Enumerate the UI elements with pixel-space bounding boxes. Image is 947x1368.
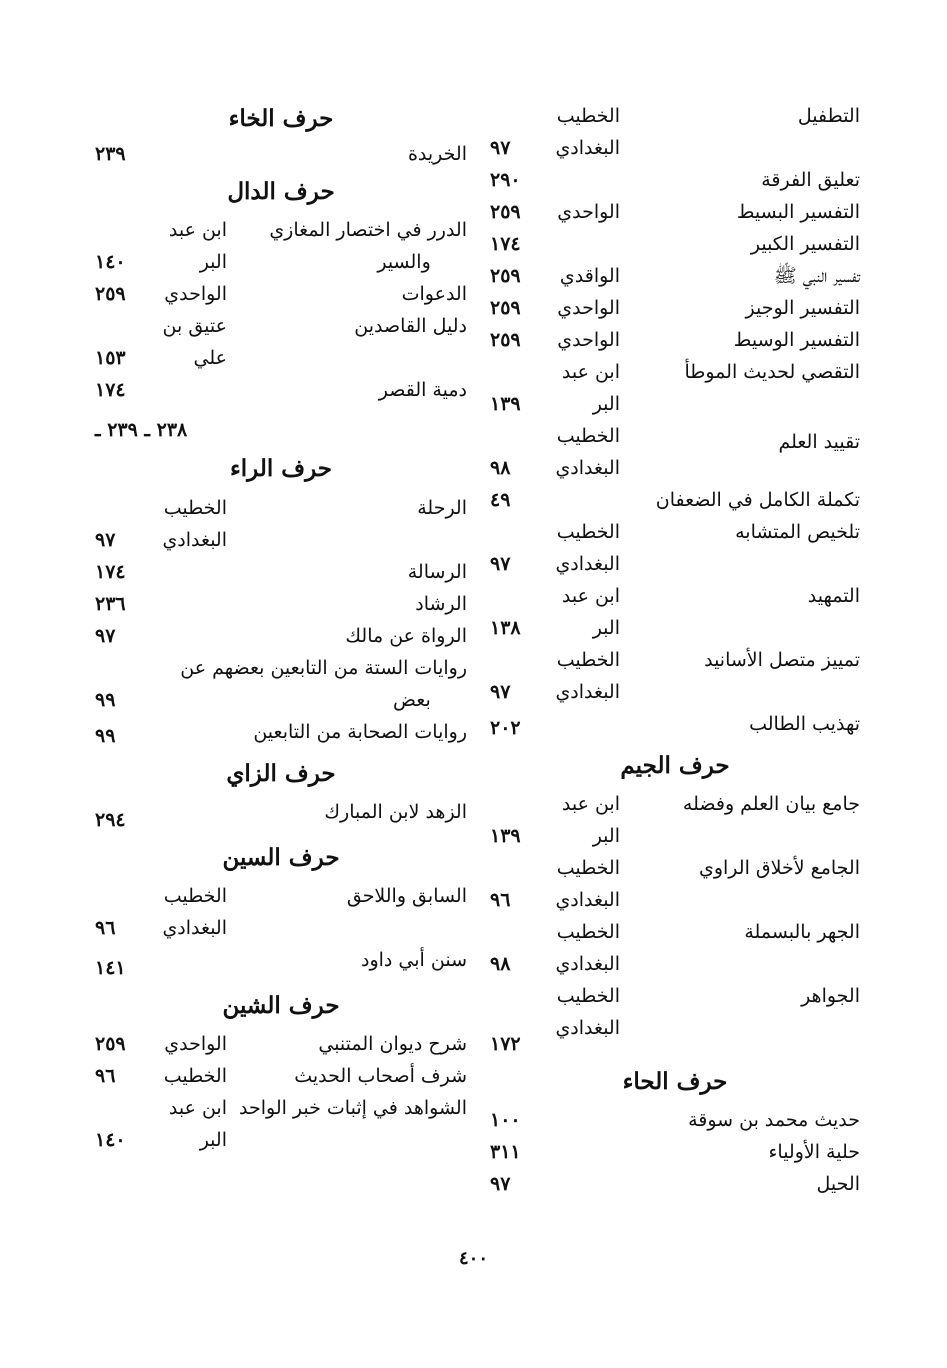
entry-title: حلية الأولياء [768, 1141, 860, 1163]
letter-heading: حرف الحاء [622, 1068, 728, 1095]
index-entry [490, 228, 860, 260]
index-entry [490, 1168, 860, 1200]
entry-title: تقييد العلم [778, 431, 860, 453]
entry-author: الخطيب البغدادي [555, 521, 620, 575]
entry-author: الخطيب البغدادي [555, 921, 620, 975]
entry-author: الخطيب البغدادي [555, 649, 620, 703]
index-entry [95, 716, 467, 752]
right-column [490, 100, 860, 1200]
entry-title: روايات الستة من التابعين بعضهم عن بعض [180, 657, 467, 711]
entry-author: الواقدي [559, 265, 620, 287]
entry-author: الخطيب البغدادي [555, 105, 620, 159]
entry-page-number: ٢٥٩ [95, 1033, 126, 1055]
index-entry [95, 1060, 467, 1092]
entry-title: جامع بيان العلم وفضله [682, 793, 860, 815]
entry-author: ابن عبد البر [561, 361, 620, 415]
entry-author: الواحدي [557, 201, 620, 223]
entry-title: تهذيب الطالب [749, 713, 860, 735]
letter-heading: حرف الدال [227, 178, 335, 205]
index-entry [490, 916, 860, 980]
entry-title: الرسالة [407, 561, 467, 583]
entry-page-number: ١٣٨ [490, 617, 521, 639]
index-entry [95, 1028, 467, 1060]
entry-page-number: ٩٦ [490, 889, 511, 911]
entry-page-number: ٩٩ [95, 725, 116, 747]
entry-title: تعليق الفرقة [761, 169, 860, 191]
index-entry [95, 620, 467, 652]
index-entry [490, 1104, 860, 1136]
letter-heading: حرف الجيم [620, 752, 730, 779]
index-entry [490, 852, 860, 916]
index-entry [95, 374, 467, 406]
entry-author: ابن عبد البر [561, 793, 620, 847]
entry-page-number: ٢٥٩ [490, 201, 521, 223]
index-entry [490, 516, 860, 580]
entry-page-number: ٩٧ [490, 137, 511, 159]
entry-title: تفسير النبي ﷺ [773, 265, 860, 287]
entry-page-number: ٩٧ [490, 553, 511, 575]
entry-page-number: ١٤٠ [95, 251, 126, 273]
entry-page-number: ٢٠٢ [490, 717, 521, 739]
entry-page-number: ١٥٣ [95, 347, 126, 369]
entry-page-number: ٩٦ [95, 917, 116, 939]
entry-page-number: ٢٥٩ [490, 297, 521, 319]
entry-page-number: ٩٨ [490, 457, 511, 479]
index-entry [95, 1092, 467, 1156]
entry-author: الخطيب [163, 1065, 227, 1087]
entry-page-number: ٩٩ [95, 689, 116, 711]
entry-author: ابن عبد البر [561, 585, 620, 639]
index-entry [490, 292, 860, 324]
entry-page-number: ١٧٤ [95, 561, 126, 583]
index-entry [95, 310, 467, 374]
entry-title: التفسير البسيط [736, 201, 860, 223]
entry-page-number: ٢٥٩ [490, 265, 521, 287]
entry-page-number: ٩٧ [490, 1173, 511, 1195]
entry-page-number: ٢٣٨ ـ ٢٣٩ ـ [95, 419, 188, 441]
entry-title: الجهر بالبسملة [744, 921, 860, 943]
letter-heading: حرف الزاي [226, 760, 336, 787]
index-entry [490, 196, 860, 228]
entry-title: دمية القصر [378, 379, 467, 401]
entry-page-number: ١٧٢ [490, 1033, 521, 1055]
entry-page-number: ٢٥٩ [490, 329, 521, 351]
entry-page-number: ١٠٠ [490, 1109, 521, 1131]
entry-page-number: ٢٥٩ [95, 283, 126, 305]
entry-page-number: ٩٧ [95, 625, 116, 647]
index-entry [490, 100, 860, 164]
entry-page-number: ١٤١ [95, 957, 126, 979]
entry-title: دليل القاصدين [354, 315, 467, 337]
page-number: ٤٠٠ [458, 1248, 488, 1269]
index-entry [490, 484, 860, 516]
entry-page-number: ٢٩٠ [490, 169, 521, 191]
entry-title: الدعوات [401, 283, 467, 305]
index-entry [95, 492, 467, 556]
index-entry [490, 788, 860, 852]
index-entry [490, 420, 860, 484]
entry-title: شرف أصحاب الحديث [294, 1065, 467, 1087]
left-column [95, 100, 467, 1156]
index-entry [490, 980, 860, 1060]
entry-title: التفسير الكبير [750, 233, 860, 255]
entry-page-number: ٩٧ [95, 529, 116, 551]
entry-title: الشواهد في إثبات خبر الواحد [239, 1097, 467, 1119]
entry-author: الواحدي [164, 283, 227, 305]
entry-title: التقصي لحديث الموطأ [684, 361, 860, 383]
index-entry [95, 138, 467, 170]
index-entry [490, 260, 860, 292]
entry-title: الرحلة [417, 497, 467, 519]
entry-author: عتيق بن علي [162, 315, 227, 369]
entry-title: السابق واللاحق [346, 885, 467, 907]
entry-title: تكملة الكامل في الضعفان [655, 489, 860, 511]
index-entry [490, 164, 860, 196]
index-entry [490, 580, 860, 644]
entry-title: الزهد لابن المبارك [324, 801, 467, 823]
index-entry [95, 880, 467, 944]
index-entry [95, 556, 467, 588]
entry-page-number: ٩٨ [490, 953, 511, 975]
index-entry [95, 652, 467, 716]
entry-author: الواحدي [557, 297, 620, 319]
index-entry [490, 708, 860, 744]
entry-title: الرواة عن مالك [345, 625, 467, 647]
entry-page-number: ١٧٤ [95, 379, 126, 401]
index-entry [490, 356, 860, 420]
entry-author: الخطيب البغدادي [555, 857, 620, 911]
entry-title: الجواهر [801, 985, 860, 1007]
entry-title: شرح ديوان المتنبي [318, 1033, 467, 1055]
entry-title: الجامع لأخلاق الراوي [698, 857, 860, 879]
entry-title: التطفيل [797, 105, 860, 127]
entry-page-number: ٢٣٩ [95, 143, 126, 165]
entry-page-number: ١٣٩ [490, 825, 521, 847]
entry-author: الخطيب البغدادي [162, 497, 227, 551]
entry-author: الخطيب البغدادي [555, 425, 620, 479]
entry-page-number: ١٤٠ [95, 1129, 126, 1151]
entry-page-number: ٩٦ [95, 1065, 116, 1087]
letter-heading: حرف الخاء [228, 105, 334, 132]
index-entry [490, 644, 860, 708]
index-entry [490, 1136, 860, 1168]
index-entry [95, 944, 467, 984]
letter-heading: حرف الراء [229, 455, 333, 482]
entry-author: ابن عبد البر [168, 219, 227, 273]
entry-page-number: ٢٩٤ [95, 809, 126, 831]
entry-title: الخريدة [407, 143, 467, 165]
entry-title: حديث محمد بن سوقة [688, 1109, 860, 1131]
entry-title: تلخيص المتشابه [735, 521, 860, 543]
entry-author: الخطيب البغدادي [162, 885, 227, 939]
entry-title: الرشاد [415, 593, 467, 615]
entry-author: الواحدي [557, 329, 620, 351]
index-entry [95, 214, 467, 278]
entry-page-number: ١٧٤ [490, 233, 521, 255]
entry-title: التفسير الوجيز [745, 297, 860, 319]
entry-page-number: ١٣٩ [490, 393, 521, 415]
entry-author: الخطيب البغدادي [555, 985, 620, 1039]
entry-page-number: ٤٩ [490, 489, 511, 511]
entry-page-number: ٩٧ [490, 681, 511, 703]
letter-heading: حرف الشين [222, 992, 340, 1019]
entry-author: ابن عبد البر [168, 1097, 227, 1151]
entry-title: التمهيد [807, 585, 860, 607]
entry-author: الواحدي [164, 1033, 227, 1055]
entry-title: التفسير الوسيط [733, 329, 860, 351]
entry-page-number: ٣١١ [490, 1141, 521, 1163]
index-entry [95, 278, 467, 310]
entry-page-number: ٢٣٦ [95, 593, 126, 615]
index-entry [95, 796, 467, 836]
index-entry [95, 406, 467, 446]
letter-heading: حرف السين [222, 844, 340, 871]
entry-title: الدرر في اختصار المغازي والسير [269, 219, 467, 273]
entry-title: روايات الصحابة من التابعين [253, 721, 467, 743]
index-entry [95, 588, 467, 620]
entry-title: الحيل [816, 1173, 860, 1195]
entry-title: سنن أبي داود [361, 949, 467, 971]
index-entry [490, 324, 860, 356]
entry-title: تمييز متصل الأسانيد [704, 649, 860, 671]
